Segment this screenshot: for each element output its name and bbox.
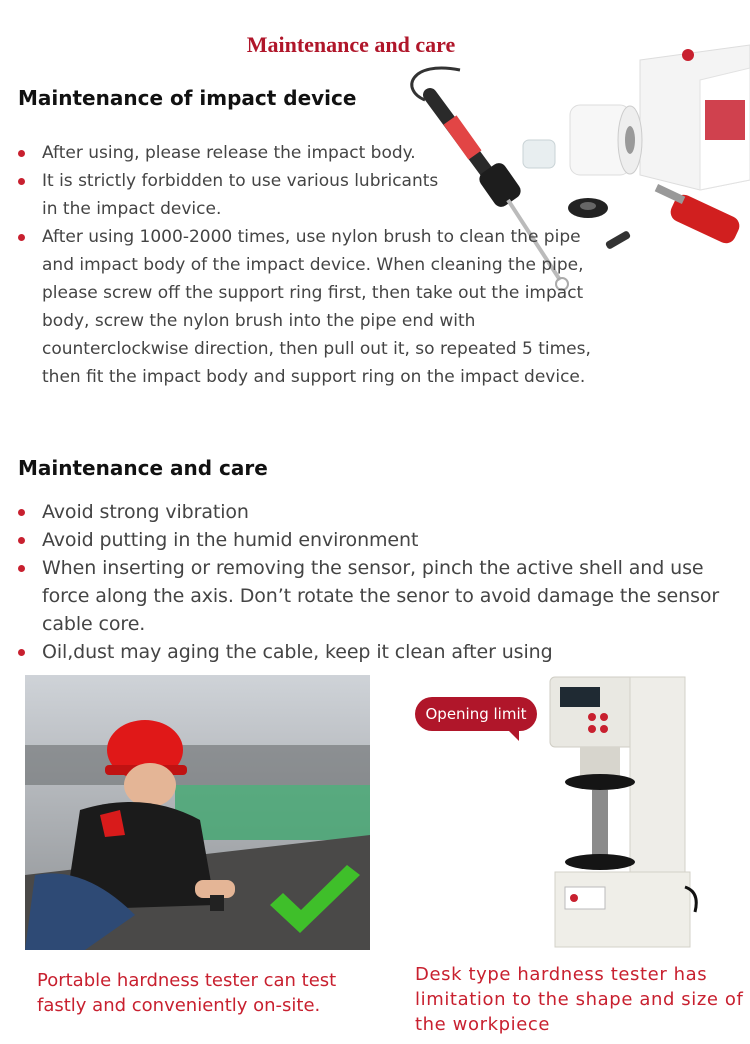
desk-caption: Desk type hardness tester has limitation to the shape and size of the workpiece	[415, 964, 744, 1035]
portable-caption: Portable hardness tester can test fastly and conveniently on-site.	[37, 970, 337, 1016]
maintenance-list	[18, 498, 748, 666]
list-item: After using 1000-2000 times, use nylon brush to clean the pipe and impact body of the impact device. When cleaning the pipe, please screw off the support ring first, then take out the impact body, screw the nylon brush into the pipe end with counterclockwise direction, then pull out it, so repeated 5 times, then fit the impact body and support ring on the impact device.	[18, 223, 608, 391]
section-heading-impact-device: Maintenance of impact device	[18, 86, 357, 110]
opening-limit-callout: Opening limit	[415, 697, 537, 731]
impact-device-list	[18, 139, 608, 391]
list-item: After using, please release the impact body.	[18, 139, 608, 167]
list-item: Avoid putting in the humid environment	[18, 526, 748, 554]
list-item: It is strictly forbidden to use various lubricants in the impact device.	[18, 167, 608, 223]
onsite-testing-photo	[25, 675, 370, 950]
list-item: Oil,dust may aging the cable, keep it clean after using	[18, 638, 748, 666]
section-heading-maintenance: Maintenance and care	[18, 456, 268, 480]
desk-tester-photo	[540, 672, 700, 952]
list-item: Avoid strong vibration	[18, 498, 748, 526]
page-title: Maintenance and care	[246, 32, 456, 57]
list-item: When inserting or removing the sensor, pinch the active shell and use force along the axis. Don’t rotate the senor to avoid damage the sensor cable core.	[18, 554, 748, 638]
